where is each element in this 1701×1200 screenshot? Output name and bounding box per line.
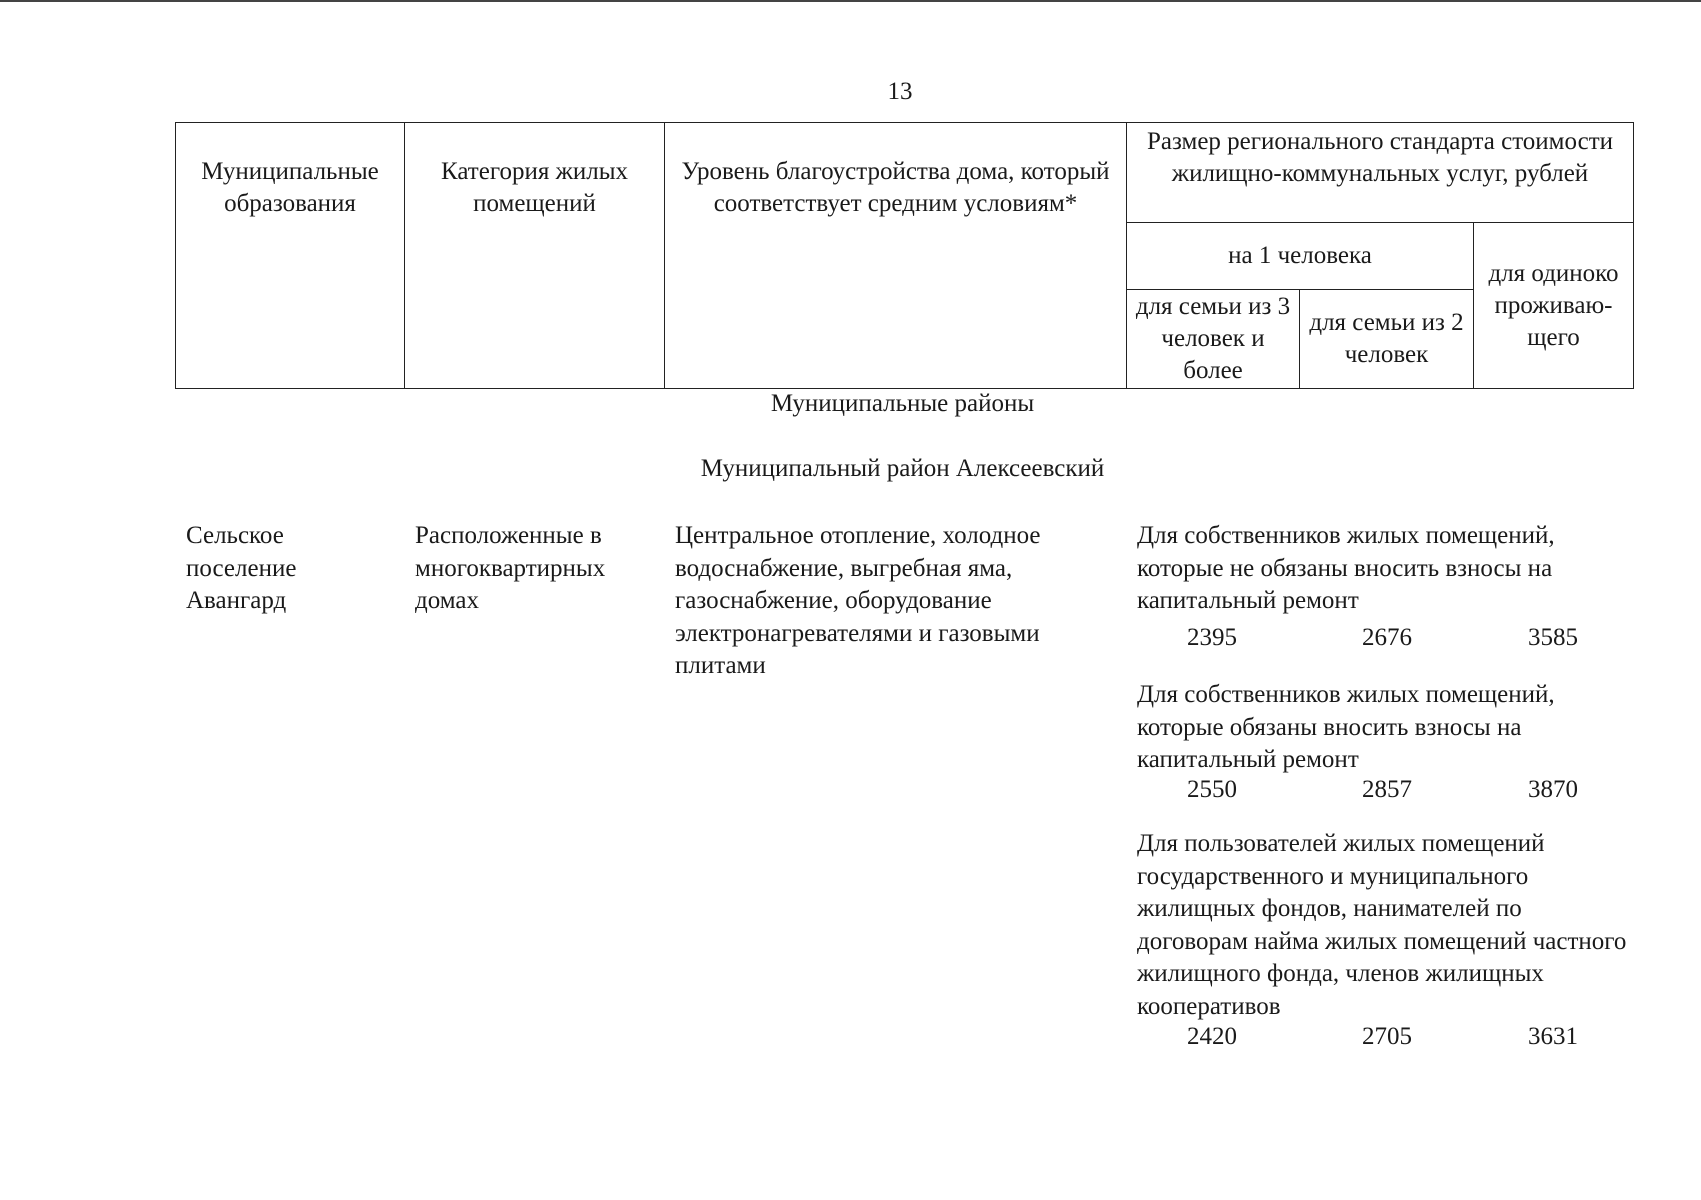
row-municipality: Сельское поселение Авангард [186, 522, 297, 614]
header-table [175, 122, 1634, 389]
tariff-2-family3: 2550 [1187, 776, 1237, 803]
top-rule [0, 0, 1701, 2]
district-title: Муниципальный район Алексеевский [700, 455, 1105, 482]
header-family3: для семьи из 3 человек и более [1127, 290, 1300, 389]
row-category: Расположенные в многоквартирных домах [415, 522, 606, 614]
header-single: для одиноко проживаю-щего [1474, 223, 1634, 389]
tariff-label-1: Для собственников жилых помещений, которые не обязаны вносить взносы на капитальный ремонт [1137, 522, 1555, 614]
tariff-2-family2: 2857 [1362, 776, 1412, 803]
tariff-3-single: 3631 [1528, 1023, 1578, 1050]
tariff-1-family3: 2395 [1187, 624, 1237, 651]
header-municipal: Муниципальные образования [176, 123, 405, 389]
row-level: Центральное отопление, холодное водоснабжение, выгребная яма, газоснабжение, оборудование электронагревателями и газовыми плитами [675, 522, 1041, 679]
header-family2: для семьи из 2 человек [1300, 290, 1474, 389]
header-per-person: на 1 человека [1127, 223, 1474, 290]
tariff-1-family2: 2676 [1362, 624, 1412, 651]
section-title: Муниципальные районы [770, 390, 1035, 417]
tariff-3-family3: 2420 [1187, 1023, 1237, 1050]
header-level: Уровень благоустройства дома, который соответствует средним условиям* [665, 123, 1127, 389]
tariff-label-3: Для пользователей жилых помещений государственного и муниципального жилищных фондов, нанимателей по договорам найма жилых помещений частного жилищного фонда, членов жилищных кооперативов [1137, 830, 1627, 1020]
header-standard: Размер регионального стандарта стоимости жилищно-коммунальных услуг, рублей [1127, 123, 1634, 223]
header-category: Категория жилых помещений [405, 123, 665, 389]
tariff-label-2: Для собственников жилых помещений, которые обязаны вносить взносы на капитальный ремонт [1137, 681, 1555, 773]
tariff-2-single: 3870 [1528, 776, 1578, 803]
page-number: 13 [887, 78, 913, 105]
tariff-3-family2: 2705 [1362, 1023, 1412, 1050]
tariff-1-single: 3585 [1528, 624, 1578, 651]
